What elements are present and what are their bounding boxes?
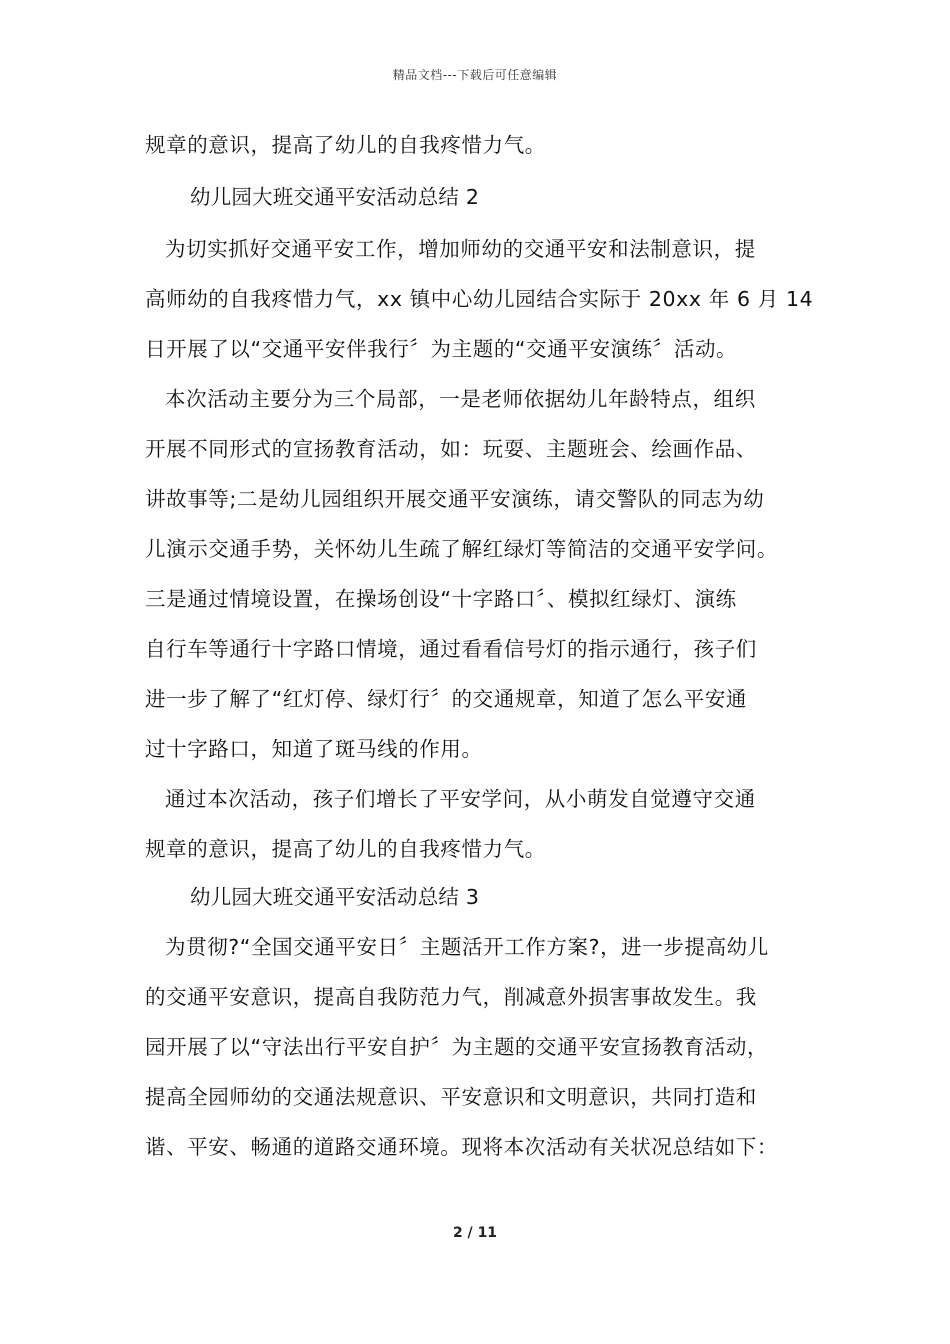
paragraph-line: 园开展了以“守法出行平安自护〞为主题的交通平安宣扬教育活动， [145, 1035, 769, 1059]
section-heading: 幼儿园大班交通平安活动总结 2 [190, 185, 480, 209]
page-separator: / [462, 1225, 478, 1241]
page-current: 2 [452, 1225, 463, 1241]
paragraph-line: 规章的意识，提高了幼儿的自我疼惜力气。 [145, 133, 546, 157]
paragraph-line: 过十字路口，知道了斑马线的作用。 [145, 737, 483, 761]
paragraph-line: 本次活动主要分为三个局部，一是老师依据幼儿年龄特点，组织 [165, 387, 756, 411]
paragraph-line: 开展不同形式的宣扬教育活动，如：玩耍、主题班会、绘画作品、 [145, 437, 757, 461]
section-heading: 幼儿园大班交通平安活动总结 3 [190, 885, 480, 909]
paragraph-line: 通过本次活动，孩子们增长了平安学问，从小萌发自觉遵守交通 [165, 787, 756, 811]
paragraph-line: 三是通过情境设置，在操场创设“十字路口〞、模拟红绿灯、演练 [145, 587, 737, 611]
paragraph-line: 提高全园师幼的交通法规意识、平安意识和文明意识，共同打造和 [145, 1085, 757, 1109]
paragraph-line: 规章的意识，提高了幼儿的自我疼惜力气。 [145, 837, 546, 861]
paragraph-line: 为切实抓好交通平安工作，增加师幼的交通平安和法制意识，提 [165, 237, 756, 261]
paragraph-line: 自行车等通行十字路口情境，通过看看信号灯的指示通行，孩子们 [145, 637, 757, 661]
page-header: 精品文档---下载后可任意编辑 [392, 68, 558, 82]
page-number [0, 1225, 950, 1241]
paragraph-line: 日开展了以“交通平安伴我行〞为主题的“交通平安演练〞活动。 [145, 337, 738, 361]
paragraph-line: 的交通平安意识，提高自我防范力气，削减意外损害事故发生。我 [145, 985, 757, 1009]
page-total: 11 [477, 1225, 498, 1241]
paragraph-line: 高师幼的自我疼惜力气，xx 镇中心幼儿园结合实际于 20xx 年 6 月 14 [145, 287, 814, 311]
paragraph-line: 进一步了解了“红灯停、绿灯行〞的交通规章，知道了怎么平安通 [145, 687, 748, 711]
paragraph-line: 儿演示交通手势，关怀幼儿生疏了解红绿灯等简洁的交通平安学问。 [145, 537, 778, 561]
paragraph-line: 为贯彻?“全国交通平安日〞主题活开工作方案?，进一步提高幼儿 [165, 935, 769, 959]
paragraph-line: 谐、平安、畅通的道路交通环境。现将本次活动有关状况总结如下： [145, 1135, 778, 1159]
paragraph-line: 讲故事等;二是幼儿园组织开展交通平安演练，请交警队的同志为幼 [145, 487, 765, 511]
